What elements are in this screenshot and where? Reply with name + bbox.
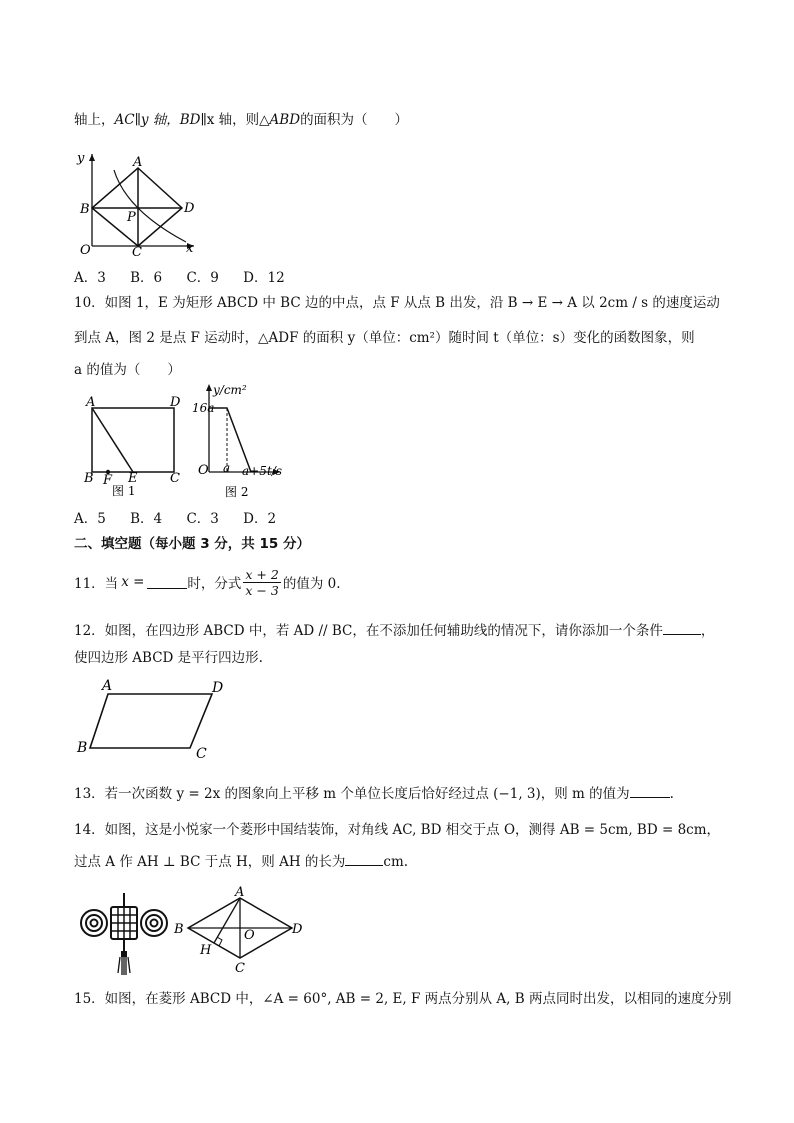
q9-label-p: P <box>127 210 136 225</box>
q9-options <box>74 266 305 286</box>
q12-line1: 12．如图，在四边形 ABCD 中，若 AD // BC，在不添加任何辅助线的情况下，请你添加一个条件 <box>74 623 663 639</box>
q10-fig2-ymax: 16a <box>192 401 215 415</box>
q9-label-a: A <box>133 155 143 170</box>
q11-pre: 11．当 <box>74 576 119 592</box>
q12-line1-end: ， <box>700 623 715 639</box>
q10-options <box>74 507 296 527</box>
q12-line1-row <box>74 619 714 639</box>
q12-figure <box>74 676 234 764</box>
q12-line2: 使四边形 ABCD 是平行四边形. <box>74 650 263 666</box>
q9-tri: △ABD <box>259 112 301 128</box>
q12-label-c: C <box>196 746 207 762</box>
q14-line2-row <box>74 850 408 870</box>
q10-option-d[interactable]: D．2 <box>243 511 277 527</box>
q14-figure <box>172 884 312 976</box>
q10-fig1-label-e: E <box>128 471 138 486</box>
q14-answer-blank[interactable] <box>345 853 383 866</box>
q9-label-o: O <box>80 243 91 258</box>
q10-fig1-label-d: D <box>170 395 181 410</box>
q12-label-a: A <box>102 678 113 694</box>
q9-text-post: 的面积为（ ） <box>300 112 409 128</box>
q9-label-x: x <box>186 241 194 256</box>
q14-label-o: O <box>244 928 255 943</box>
q9-y-axis: y 轴， <box>140 112 180 128</box>
q14-label-h: H <box>200 943 212 958</box>
q10-line3: a 的值为（ ） <box>74 362 181 378</box>
q10-fig2-a5: a+5 <box>242 464 267 478</box>
q12-label-d: D <box>212 680 224 696</box>
q10-fig2-xlabel: t/s <box>267 464 283 478</box>
q9-label-d: D <box>184 201 195 216</box>
q10-fig1-label-a: A <box>86 395 96 410</box>
q10-line2: 到点 A，图 2 是点 F 运动时，△ADF 的面积 y（单位：cm²）随时间 t（单位：s）变化的函数图象，则 <box>74 330 695 346</box>
q11-fraction <box>243 567 280 598</box>
q15-line1: 15．如图，在菱形 ABCD 中，∠A = 60°, AB = 2, E, F 两点分别从 A, B 两点同时出发，以相同的速度分别 <box>74 991 732 1007</box>
q9-label-c: C <box>132 245 142 260</box>
q14-label-a: A <box>235 885 245 900</box>
q11-x-eq: x = <box>121 574 145 590</box>
q13-end: . <box>669 786 674 802</box>
q13-answer-blank[interactable] <box>630 785 670 798</box>
q10-fig1-label-c: C <box>170 471 180 486</box>
q9-label-y: y <box>77 151 85 166</box>
q10-fig2-ylabel: y/cm² <box>213 383 247 397</box>
q13-text: 13．若一次函数 y = 2x 的图象向上平移 m 个单位长度后恰好经过点 (−1, 3)，则 m 的值为 <box>74 786 630 802</box>
q14-line1: 14．如图，这是小悦家一个菱形中国结装饰，对角线 AC, BD 相交于点 O，测得 AB = 5cm, BD = 8cm， <box>74 822 721 838</box>
q10-option-b[interactable]: B．4 <box>130 511 163 527</box>
q9-label-b: B <box>80 202 90 217</box>
q13-row <box>74 782 674 802</box>
q10-fig2-o: O <box>198 463 209 478</box>
q10-figure1 <box>80 393 190 498</box>
q9-text <box>74 108 408 128</box>
q12-label-b: B <box>77 740 88 756</box>
q9-option-a[interactable]: A．3 <box>74 270 106 286</box>
q9-text-pre: 轴上， <box>74 112 115 128</box>
q11-text <box>74 564 341 600</box>
q11-answer-blank[interactable] <box>147 576 187 589</box>
q11-denominator: x − 3 <box>245 582 279 598</box>
q9-ac: AC <box>114 112 135 128</box>
q9-option-b[interactable]: B．6 <box>130 270 163 286</box>
q11-numerator: x + 2 <box>245 566 279 582</box>
q9-option-c[interactable]: C．9 <box>186 270 219 286</box>
q10-fig2-a: a <box>223 461 231 475</box>
q9-par2: ∥ <box>200 112 207 128</box>
q9-figure <box>74 148 204 260</box>
q9-option-d[interactable]: D．12 <box>243 270 285 286</box>
q10-fig1-label-b: B <box>84 471 94 486</box>
q10-fig2-caption: 图 2 <box>225 485 249 499</box>
q10-figure2 <box>192 380 296 499</box>
q10-option-a[interactable]: A．5 <box>74 511 106 527</box>
q11-post: 的值为 0. <box>282 576 341 592</box>
q11-mid: 时，分式 <box>187 576 242 592</box>
q14-label-b: B <box>174 922 184 937</box>
q10-option-c[interactable]: C．3 <box>186 511 219 527</box>
section2-title: 二、填空题（每小题 3 分，共 15 分） <box>74 536 310 552</box>
q9-x-axis: x 轴，则 <box>206 112 260 128</box>
q9-par1: ∥ <box>134 112 141 128</box>
q14-label-c: C <box>235 961 245 976</box>
chinese-knot-image <box>78 885 170 977</box>
q14-line2-post: cm. <box>383 854 409 870</box>
q12-answer-blank[interactable] <box>663 622 701 635</box>
q9-bd: BD <box>179 112 201 128</box>
q14-label-d: D <box>292 922 303 937</box>
q14-line2-pre: 过点 A 作 AH ⊥ BC 于点 H，则 AH 的长为 <box>74 854 346 870</box>
q10-fig1-caption: 图 1 <box>112 484 136 498</box>
q10-line1: 10．如图 1，E 为矩形 ABCD 中 BC 边的中点，点 F 从点 B 出发，沿 B → E → A 以 2cm / s 的速度运动 <box>74 295 720 311</box>
q10-fig1-label-f: F <box>103 473 113 488</box>
